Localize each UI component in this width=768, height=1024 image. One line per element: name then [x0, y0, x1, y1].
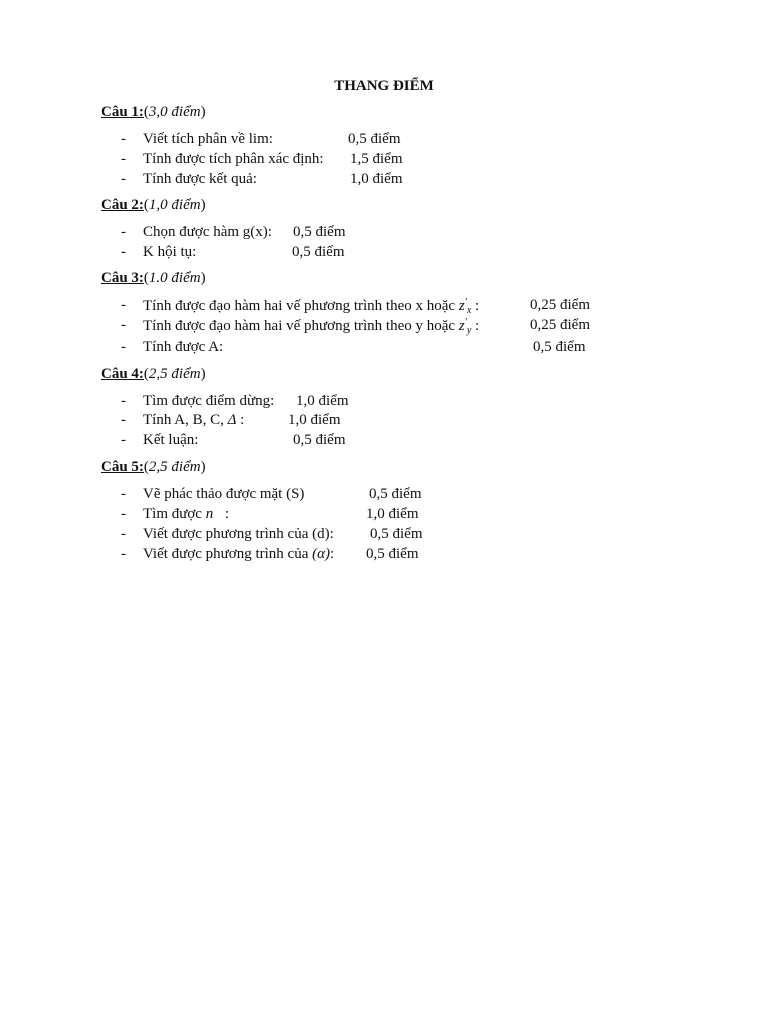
item-points: 1,0 điểm [350, 171, 403, 187]
math-z-y: $z'_y$ [458, 317, 472, 336]
item-text: Tính được A: [143, 339, 224, 355]
item-points: 0,5 điểm [370, 526, 423, 542]
item-points: 0,25 điểm [530, 297, 590, 313]
item-text: Tìm được điểm dừng: [143, 393, 275, 409]
item-points: 0,5 điểm [369, 486, 422, 502]
question-points: 3,0 điểm [148, 104, 201, 120]
section-heading-2: Câu 2:(1,0 điểm) [101, 197, 206, 213]
item-text: Tính A, B, C, Δ : [143, 412, 245, 428]
math-delta: Δ [227, 412, 237, 428]
item-points: 0,5 điểm [293, 224, 346, 240]
item-text: Tính được đạo hàm hai vế phương trình theo y hoặc $z'_y$ : [143, 317, 480, 336]
item-text: Viết được phương trình của (α): [143, 546, 335, 562]
section-heading-3: Câu 3:(1.0 điểm) [101, 270, 206, 286]
section-heading-4: Câu 4:(2,5 điểm) [101, 366, 206, 382]
item-points: 0,5 điểm [292, 244, 345, 260]
item-points: 1,0 điểm [288, 412, 341, 428]
math-vector-n: n⃗ [205, 506, 225, 522]
question-points: 2,5 điểm [148, 459, 201, 475]
item-text: Tính được kết quả: [143, 171, 257, 187]
item-points: 0,5 điểm [366, 546, 419, 562]
item-text: Kết luận: [143, 432, 199, 448]
item-text: K hội tụ: [143, 244, 197, 260]
item-text: Chọn được hàm g(x): [143, 224, 272, 240]
question-label: Câu 5: [101, 459, 144, 475]
question-label: Câu 2: [101, 197, 144, 213]
math-z-x: $z'_x$ [458, 297, 472, 316]
question-points: 2,5 điểm [148, 366, 201, 382]
item-text: Tính được đạo hàm hai vế phương trình theo x hoặc $z'_x$ : [143, 297, 480, 316]
question-points: 1,0 điểm [148, 197, 201, 213]
item-text: Viết được phương trình của (d): [143, 526, 334, 542]
item-text: Tính được tích phân xác định: [143, 151, 324, 167]
section-heading-1: Câu 1:(3,0 điểm) [101, 104, 206, 120]
item-points: 0,25 điểm [530, 317, 590, 333]
item-points: 1,0 điểm [296, 393, 349, 409]
item-points: 0,5 điểm [348, 131, 401, 147]
item-text: Viết tích phân về lim: [143, 131, 273, 147]
item-points: 0,5 điểm [533, 339, 586, 355]
item-points: 1,0 điểm [366, 506, 419, 522]
question-label: Câu 1: [101, 104, 144, 120]
item-text: Vẽ phác thảo được mặt (S) [143, 486, 305, 502]
item-points: 1,5 điểm [350, 151, 403, 167]
question-label: Câu 3: [101, 270, 144, 286]
item-text: Tìm được n⃗: [143, 506, 230, 522]
item-points: 0,5 điểm [293, 432, 346, 448]
question-label: Câu 4: [101, 366, 144, 382]
question-points: 1.0 điểm [148, 270, 201, 286]
page-title: THANG ĐIỂM [334, 78, 434, 94]
section-heading-5: Câu 5:(2,5 điểm) [101, 459, 206, 475]
math-alpha: (α) [312, 546, 330, 562]
